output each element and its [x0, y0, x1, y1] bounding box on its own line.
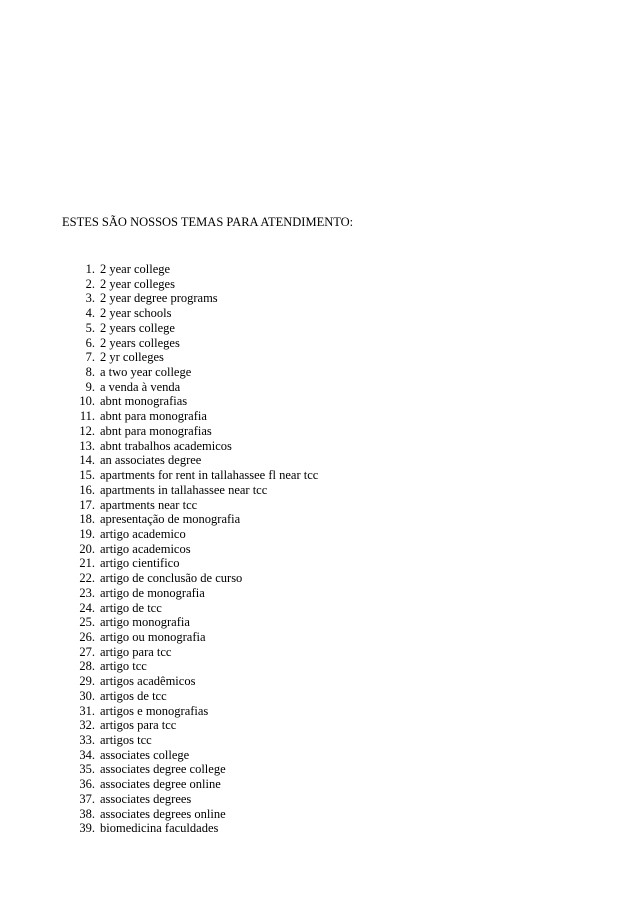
list-item-text: apartments for rent in tallahassee fl near tcc: [100, 468, 319, 483]
list-item-number: 6.: [85, 335, 95, 350]
list-item-number: 14.: [79, 453, 95, 468]
list-item-number: 5.: [85, 320, 95, 335]
list-item-text: 2 year colleges: [100, 276, 175, 291]
list-item-number: 38.: [79, 806, 95, 821]
list-item-number: 3.: [85, 291, 95, 306]
list-item-text: artigo para tcc: [100, 644, 172, 659]
list-item-text: 2 yr colleges: [100, 350, 164, 365]
list-item-number: 11.: [79, 409, 95, 424]
list-item-number: 37.: [79, 791, 95, 806]
list-item-text: artigo de tcc: [100, 600, 162, 615]
list-item-number: 4.: [85, 306, 95, 321]
list-item-text: 2 year degree programs: [100, 291, 218, 306]
list-item-text: associates degree online: [100, 777, 221, 792]
list-item-number: 19.: [79, 526, 95, 541]
list-item-number: 8.: [85, 365, 95, 380]
list-item-number: 36.: [79, 777, 95, 792]
list-item-text: artigo academicos: [100, 541, 191, 556]
list-item-number: 2.: [85, 276, 95, 291]
list-item-number: 33.: [79, 733, 95, 747]
list-item-number: 20.: [79, 541, 95, 556]
list-item-number: 1.: [85, 262, 95, 276]
list-item-text: biomedicina faculdades: [100, 821, 219, 836]
list-item-text: abnt para monografia: [100, 409, 207, 424]
list-item-text: abnt monografias: [100, 394, 188, 409]
list-item-text: artigos tcc: [100, 733, 152, 747]
list-item-text: artigo de monografia: [100, 585, 205, 600]
list-item-number: 23.: [79, 585, 95, 600]
list-item-text: artigos acadêmicos: [100, 674, 196, 689]
list-item-text: 2 year schools: [100, 306, 172, 321]
list-item-number: 26.: [79, 629, 95, 644]
list-item-text: artigo de conclusão de curso: [100, 571, 243, 586]
list-item-number: 21.: [79, 556, 95, 571]
list-item-number: 12.: [79, 423, 95, 438]
list-item-text: abnt para monografias: [100, 423, 212, 438]
page-heading: ESTES SÃO NOSSOS TEMAS PARA ATENDIMENTO:: [62, 215, 354, 229]
list-item-text: associates degree college: [100, 762, 226, 777]
list-item-text: artigos para tcc: [100, 718, 177, 733]
list-item-text: apartments in tallahassee near tcc: [100, 482, 268, 497]
list-item-text: apartments near tcc: [100, 497, 198, 512]
list-item-number: 29.: [79, 674, 95, 689]
list-item-text: associates college: [100, 747, 190, 762]
list-item-text: artigos de tcc: [100, 688, 167, 703]
list-item-text: artigos e monografias: [100, 703, 209, 718]
list-item-text: artigo tcc: [100, 659, 147, 674]
list-item-text: a two year college: [100, 365, 192, 380]
list-item-text: a venda à venda: [100, 379, 181, 394]
list-item-text: 2 year college: [100, 262, 171, 276]
list-item-number: 28.: [79, 659, 95, 674]
list-item-text: abnt trabalhos academicos: [100, 438, 232, 453]
list-item-number: 13.: [79, 438, 95, 453]
list-item-text: artigo ou monografia: [100, 629, 206, 644]
list-item-number: 18.: [79, 512, 95, 527]
list-item-number: 32.: [79, 718, 95, 733]
list-item-text: associates degrees: [100, 791, 192, 806]
list-item-number: 7.: [85, 350, 95, 365]
list-item-number: 31.: [79, 703, 95, 718]
list-item-number: 22.: [79, 571, 95, 586]
list-item-text: 2 years colleges: [100, 335, 180, 350]
list-item-number: 17.: [79, 497, 95, 512]
list-item-text: artigo monografia: [100, 615, 190, 630]
list-item-number: 10.: [79, 394, 95, 409]
list-item-text: artigo academico: [100, 526, 186, 541]
list-item-number: 30.: [79, 688, 95, 703]
list-item-number: 35.: [79, 762, 95, 777]
list-item-number: 24.: [79, 600, 95, 615]
list-item-number: 15.: [79, 468, 95, 483]
list-item-text: 2 years college: [100, 320, 175, 335]
list-item-text: artigo cientifico: [100, 556, 180, 571]
list-item-number: 25.: [79, 615, 95, 630]
list-item-number: 39.: [79, 821, 95, 836]
list-item-number: 27.: [79, 644, 95, 659]
list-item-text: associates degrees online: [100, 806, 226, 821]
list-item-text: an associates degree: [100, 453, 202, 468]
list-item-text: apresentação de monografia: [100, 512, 241, 527]
list-item-number: 16.: [79, 482, 95, 497]
list-item-number: 9.: [85, 379, 95, 394]
list-item-number: 34.: [79, 747, 95, 762]
